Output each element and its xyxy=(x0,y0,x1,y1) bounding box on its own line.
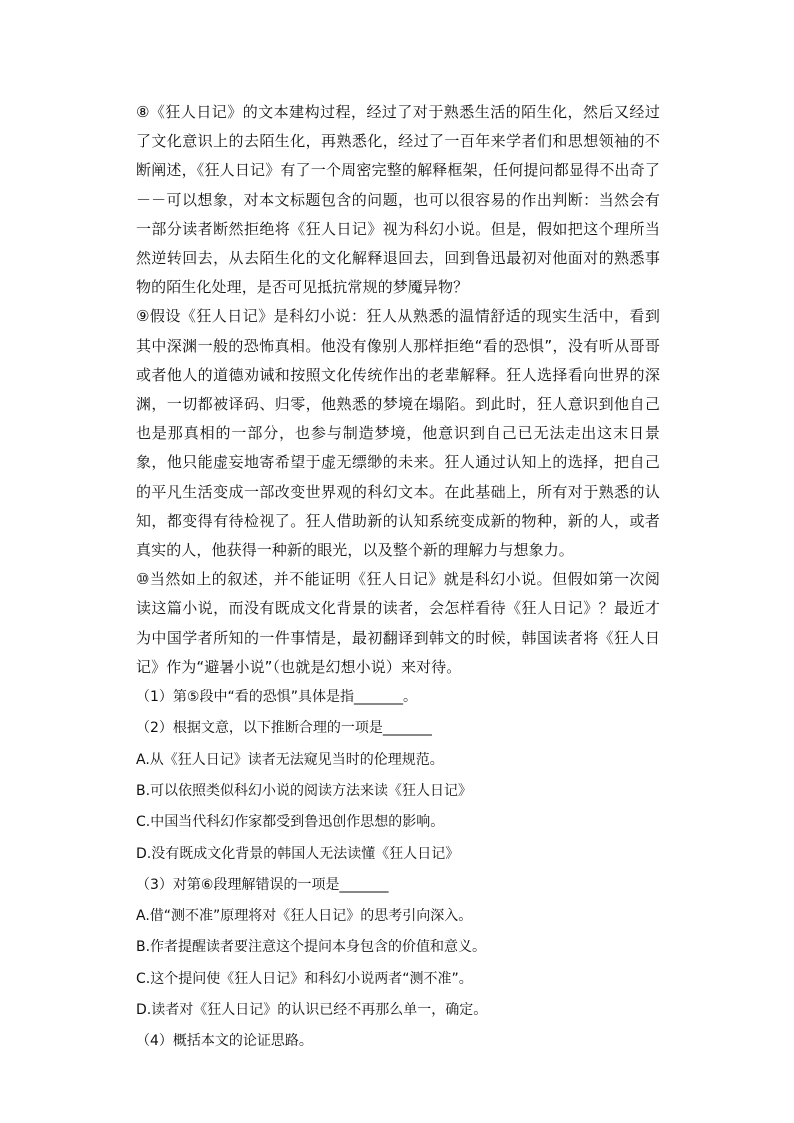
question-1: （1）第⑤段中“看的恐惧”具体是指_______。 xyxy=(136,689,417,706)
question-3-option-d: D.读者对《狂人日记》的认识已经不再那么单一，确定。 xyxy=(136,1002,488,1019)
paragraph-10: ⑩当然如上的叙述，并不能证明《狂人日记》就是科幻小说。但假如第一次阅读这篇小说，而没有既成文化背景的读者，会怎样看待《狂人日记》？最近才为中国学者所知的一件事情是，最初翻译到韩文的时候，韩国读者将《狂人日记》作为“避暑小说”（也就是幻想小说）来对待。 xyxy=(136,570,660,676)
paragraph-9: ⑨假设《狂人日记》是科幻小说：狂人从熟悉的温情舒适的现实生活中，看到其中深渊一般的恐怖真相。他没有像别人那样拒绝“看的恐惧”，没有听从哥哥或者他人的道德劝诫和按照文化传统作出的老辈解释。狂人选择看向世界的深渊，一切都被译码、归零，他熟悉的梦境在塌陷。到此时，狂人意识到他自己也是那真相的一部分，也参与制造梦境，他意识到自己已无法走出这末日景象，他只能虚妄地寄希望于虚无缥缈的未来。狂人通过认知上的选择，把自己的平凡生活变成一部改变世界观的科幻文本。在此基础上，所有对于熟悉的认知，都变得有待检视了。狂人借助新的认知系统变成新的物种，新的人，或者真实的人，他获得一种新的眼光，以及整个新的理解力与想象力。 xyxy=(136,307,660,560)
question-3-option-b: B.作者提醒读者要注意这个提问本身包含的价值和意义。 xyxy=(136,939,487,956)
question-2-option-c: C.中国当代科幻作家都受到鲁迅创作思想的影响。 xyxy=(136,814,445,831)
question-4: （4）概括本文的论证思路。 xyxy=(136,1033,313,1050)
question-2: （2）根据文意，以下推断合理的一项是_______ xyxy=(136,720,432,737)
paragraph-8: ⑧《狂人日记》的文本建构过程，经过了对于熟悉生活的陌生化，然后又经过了文化意识上的去陌生化，再熟悉化，经过了一百年来学者们和思想领袖的不断阐述，《狂人日记》有了一个周密完整的解释框架，任何提问都显得不出奇了 －－可以想象，对本文标题包含的问题，也可以很容易的作出判断：当然会有一部分读者断然拒绝将《狂人日记》视为科幻小说。但是，假如把这个理所当然逆转回去，从去陌生化的文化解释退回去，回到鲁迅最初对他面对的熟悉事物的陌生化处理，是否可见抵抗常规的梦魇异物？ xyxy=(136,103,660,297)
exam-page xyxy=(136,98,660,1058)
question-3-option-c: C.这个提问使《狂人日记》和科幻小说两者“测不准”。 xyxy=(136,970,473,987)
question-2-option-b: B.可以依照类似科幻小说的阅读方法来读《狂人日记》 xyxy=(136,782,473,799)
question-2-option-a: A.从《狂人日记》读者无法窥见当时的伦理规范。 xyxy=(136,751,444,768)
question-3: （3）对第⑥段理解错误的一项是_______ xyxy=(136,876,389,893)
question-3-option-a: A.借“测不准”原理将对《狂人日记》的思考引向深入。 xyxy=(136,908,473,925)
question-2-option-d: D.没有既成文化背景的韩国人无法读懂《狂人日记》 xyxy=(136,845,460,862)
